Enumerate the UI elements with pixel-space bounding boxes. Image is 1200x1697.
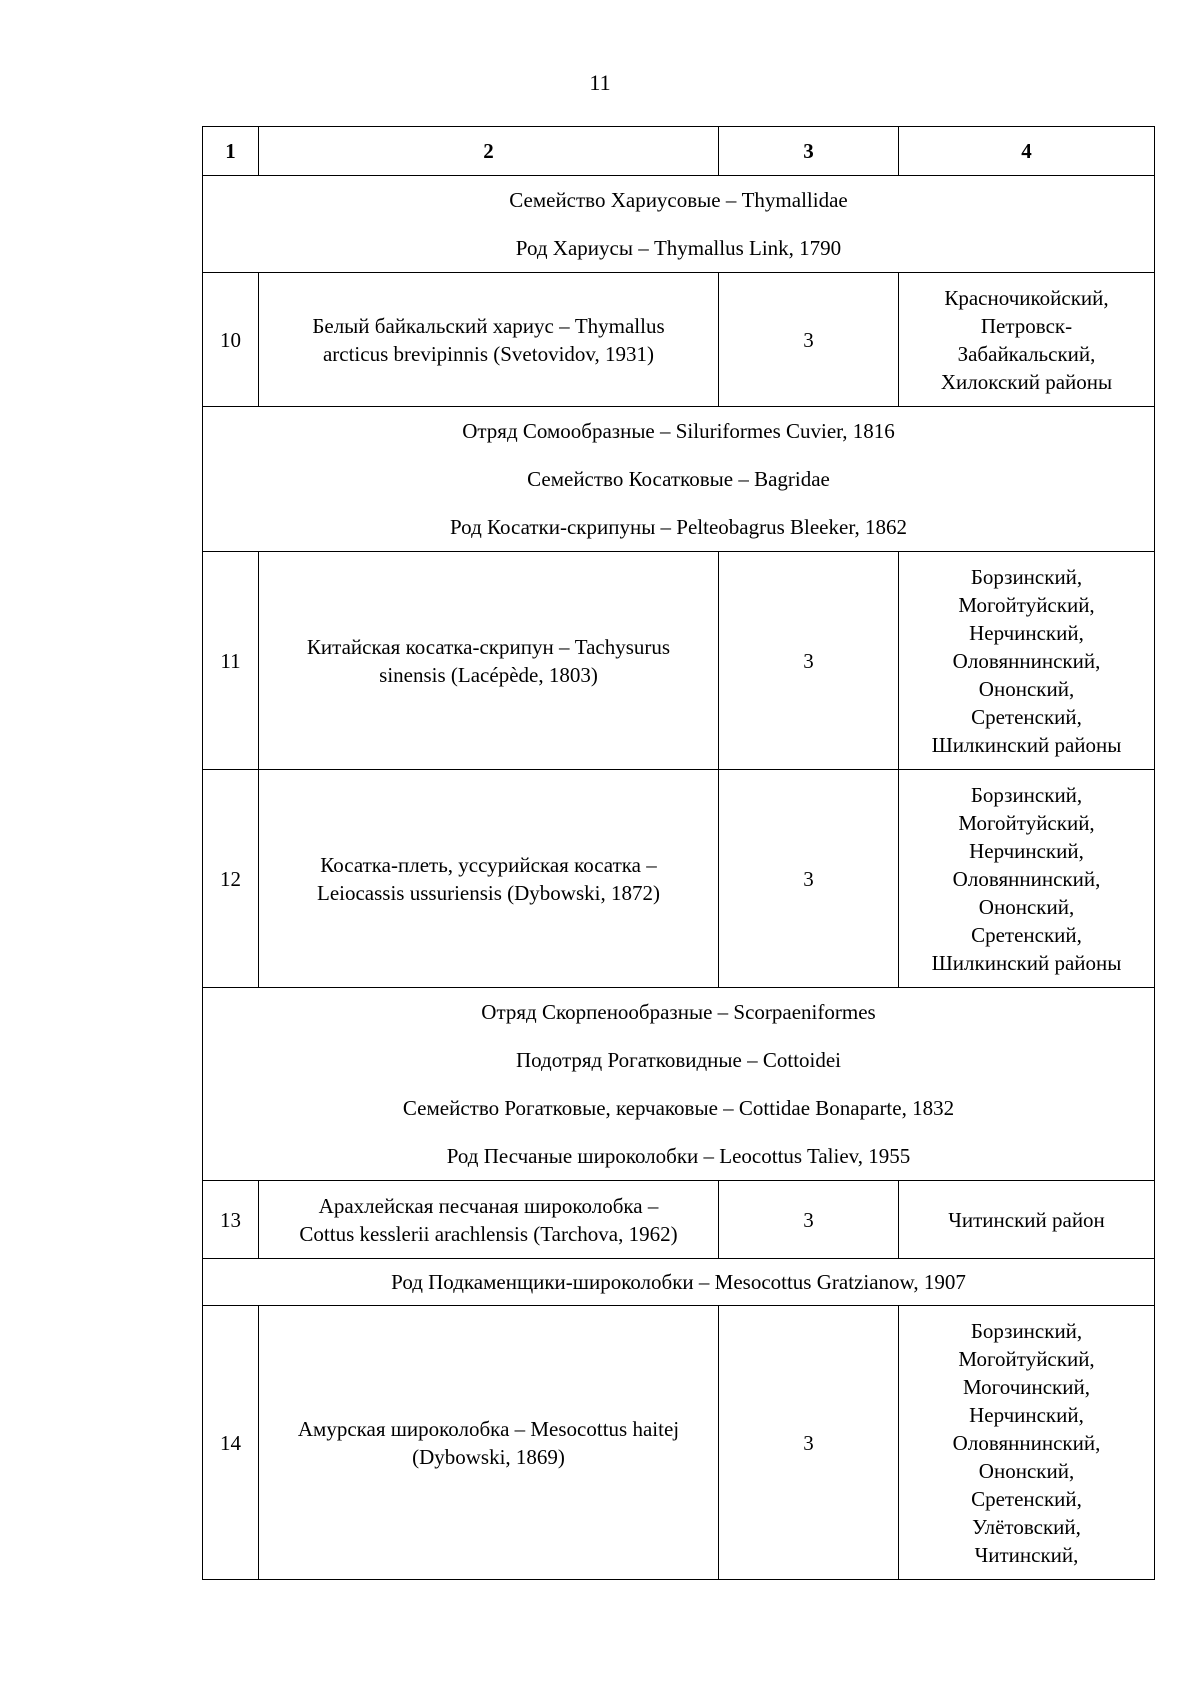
group-line: Семейство Косатковые – Bagridae [527, 467, 830, 491]
header-row [203, 127, 1155, 176]
district-line: Шилкинский районы [931, 950, 1122, 975]
district-line: Оловяннинский, [952, 866, 1101, 891]
column-header: 2 [259, 127, 719, 176]
species-name-line: Амурская широколобка – Mesocottus haitej [297, 1416, 680, 1441]
district-line: Нерчинский, [969, 1402, 1084, 1427]
column-header: 1 [203, 127, 259, 176]
group-row [203, 407, 1155, 552]
districts [899, 552, 1155, 770]
group-line: Род Хариусы – Thymallus Link, 1790 [515, 236, 842, 260]
district-line: Ононский, [978, 1458, 1075, 1483]
category: 3 [719, 273, 899, 407]
column-header: 4 [899, 127, 1155, 176]
table-row [203, 273, 1155, 407]
district-line: Улётовский, [972, 1514, 1081, 1539]
row-number: 12 [203, 770, 259, 988]
category: 3 [719, 1181, 899, 1259]
group-cell [203, 988, 1155, 1181]
species-name-line: Белый байкальский хариус – Thymallus [312, 313, 665, 338]
row-number: 14 [203, 1306, 259, 1580]
species-name [259, 1181, 719, 1259]
district-line: Сретенский, [971, 1486, 1082, 1511]
group-cell [203, 176, 1155, 273]
group-line: Подотряд Рогатковидные – Cottoidei [515, 1048, 842, 1072]
group-line: Род Косатки-скрипуны – Pelteobagrus Bleeker, 1862 [450, 515, 907, 539]
row-number: 11 [203, 552, 259, 770]
district-line: Оловяннинский, [952, 1430, 1101, 1455]
category: 3 [719, 1306, 899, 1580]
species-name [259, 1306, 719, 1580]
group-line: Род Подкаменщики-широколобки – Mesocottus Gratzianow, 1907 [391, 1270, 966, 1294]
row-number: 13 [203, 1181, 259, 1259]
group-row [203, 1259, 1155, 1306]
species-name [259, 273, 719, 407]
district-line: Могойтуйский, [958, 1346, 1095, 1371]
table-row [203, 1306, 1155, 1580]
district-line: Читинский, [974, 1542, 1079, 1567]
table-row [203, 1181, 1155, 1259]
districts [899, 273, 1155, 407]
category: 3 [719, 770, 899, 988]
species-name-line: Китайская косатка-скрипун – Tachysurus [306, 634, 671, 659]
species-name-line: Cottus kesslerii arachlensis (Tarchova, 1962) [299, 1221, 678, 1246]
page-number: 11 [589, 70, 611, 95]
district-line: Могойтуйский, [958, 592, 1095, 617]
district-line: Сретенский, [971, 704, 1082, 729]
group-cell [203, 1259, 1155, 1306]
species-name [259, 770, 719, 988]
row-number: 10 [203, 273, 259, 407]
district-line: Читинский район [948, 1207, 1105, 1232]
species-name-line: arcticus brevipinnis (Svetovidov, 1931) [322, 341, 655, 366]
districts [899, 1306, 1155, 1580]
table-row [203, 552, 1155, 770]
district-line: Ононский, [978, 894, 1075, 919]
group-line: Отряд Сомообразные – Siluriformes Cuvier, 1816 [462, 419, 895, 443]
group-row [203, 988, 1155, 1181]
species-name-line: (Dybowski, 1869) [412, 1444, 565, 1469]
district-line: Забайкальский, [957, 341, 1096, 366]
group-line: Отряд Скорпенообразные – Scorpaeniformes [481, 1000, 876, 1024]
district-line: Нерчинский, [969, 838, 1084, 863]
district-line: Могойтуйский, [958, 810, 1095, 835]
species-name [259, 552, 719, 770]
district-line: Петровск- [980, 313, 1073, 338]
table-row [203, 770, 1155, 988]
district-line: Борзинский, [970, 564, 1083, 589]
group-cell [203, 407, 1155, 552]
group-line: Семейство Хариусовые – Thymallidae [509, 188, 848, 212]
species-name-line: Leiocassis ussuriensis (Dybowski, 1872) [317, 880, 660, 905]
district-line: Шилкинский районы [931, 732, 1122, 757]
district-line: Красночикойский, [944, 285, 1109, 310]
column-header: 3 [719, 127, 899, 176]
districts [899, 770, 1155, 988]
district-line: Оловяннинский, [952, 648, 1101, 673]
species-table [202, 126, 1155, 1580]
district-line: Ононский, [978, 676, 1075, 701]
district-line: Сретенский, [971, 922, 1082, 947]
districts [899, 1181, 1155, 1259]
district-line: Борзинский, [970, 1318, 1083, 1343]
district-line: Нерчинский, [969, 620, 1084, 645]
district-line: Хилокский районы [940, 369, 1113, 394]
species-name-line: Арахлейская песчаная широколобка – [318, 1193, 659, 1218]
species-name-line: sinensis (Lacépède, 1803) [379, 662, 598, 687]
group-line: Семейство Рогатковые, керчаковые – Cottidae Bonaparte, 1832 [402, 1096, 955, 1120]
species-name-line: Косатка-плеть, уссурийская косатка – [320, 852, 657, 877]
group-line: Род Песчаные широколобки – Leocottus Taliev, 1955 [446, 1144, 911, 1168]
district-line: Борзинский, [970, 782, 1083, 807]
category: 3 [719, 552, 899, 770]
group-row [203, 176, 1155, 273]
district-line: Могочинский, [963, 1374, 1090, 1399]
